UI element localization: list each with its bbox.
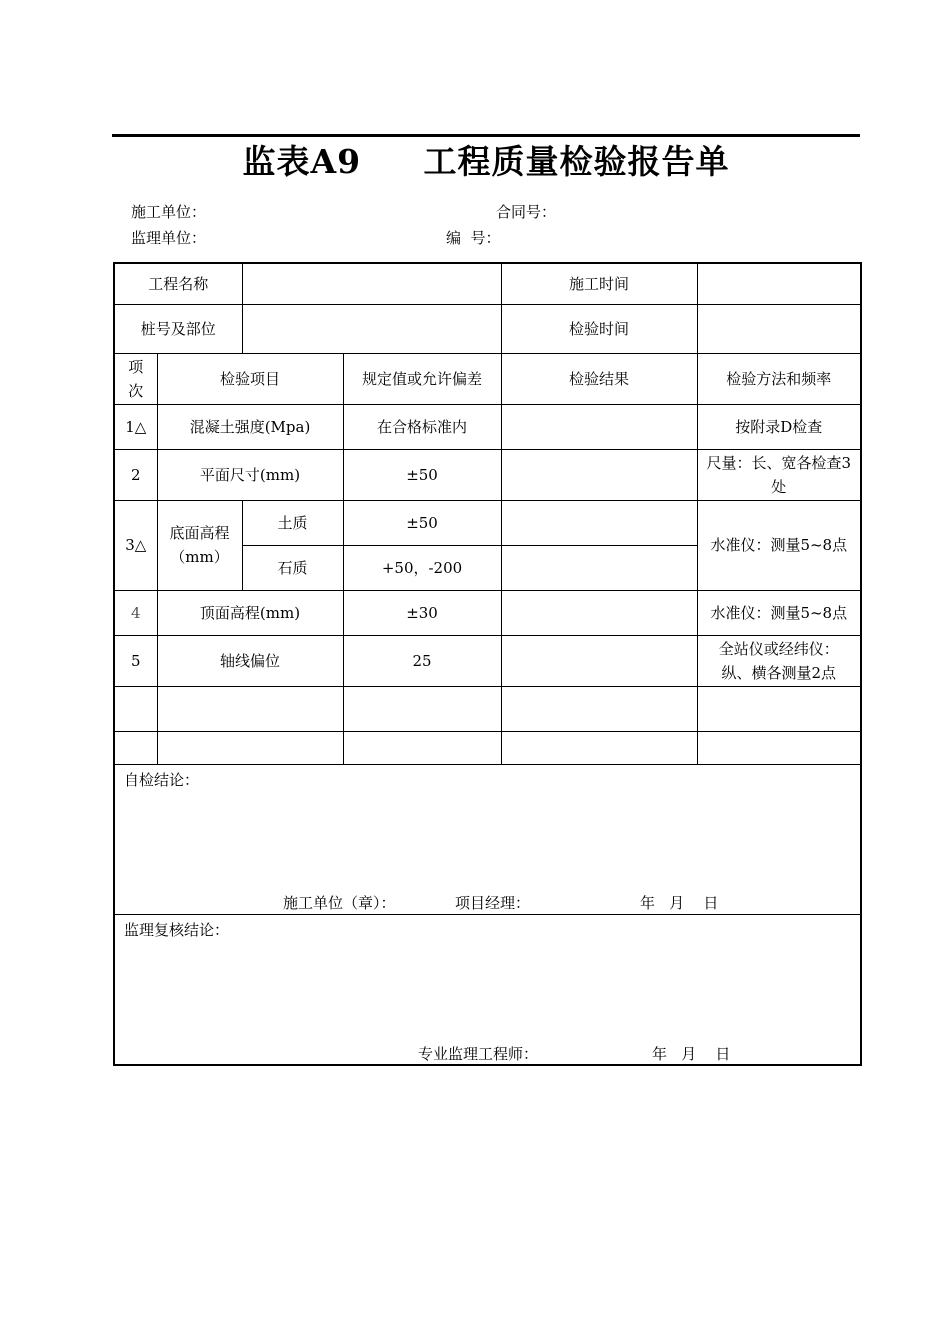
project-name-field[interactable]	[242, 263, 501, 304]
row4-item: 顶面高程(mm)	[157, 590, 343, 635]
table-row	[114, 500, 861, 545]
row4-seq: 4	[114, 590, 157, 635]
row3-method: 水准仪：测量5~8点	[697, 500, 861, 590]
engineer-label: 专业监理工程师：	[418, 1044, 539, 1063]
header-method: 检验方法和频率	[697, 353, 861, 404]
table-row	[114, 686, 861, 731]
inspection-time-label: 检验时间	[501, 304, 697, 353]
row4-result[interactable]	[501, 590, 697, 635]
blank-cell[interactable]	[697, 686, 861, 731]
serial-no-label: 编 号：	[446, 229, 501, 247]
row3-item: 底面高程（mm）	[157, 500, 242, 590]
supervision-row	[114, 914, 861, 1065]
supervision-label: 监理复核结论：	[124, 920, 230, 939]
row5-item: 轴线偏位	[157, 635, 343, 686]
row5-seq: 5	[114, 635, 157, 686]
self-check-row	[114, 764, 861, 914]
header-result: 检验结果	[501, 353, 697, 404]
table-row	[114, 449, 861, 500]
row1-seq: 1△	[114, 404, 157, 449]
blank-cell[interactable]	[157, 731, 343, 764]
row1-result[interactable]	[501, 404, 697, 449]
contractor-label: 施工单位：	[131, 203, 207, 221]
header-row	[114, 353, 861, 404]
contract-no-label: 合同号：	[496, 203, 557, 221]
row2-method: 尺量：长、宽各检查3处	[697, 449, 861, 500]
blank-cell[interactable]	[114, 731, 157, 764]
supervision-section[interactable]	[114, 914, 861, 1065]
pile-location-field[interactable]	[242, 304, 501, 353]
inspection-time-field[interactable]	[697, 304, 861, 353]
self-check-section[interactable]	[114, 764, 861, 914]
row2-spec: ±50	[343, 449, 501, 500]
table-row	[114, 590, 861, 635]
supervisor-label: 监理单位：	[131, 229, 207, 247]
pile-location-label: 桩号及部位	[114, 304, 242, 353]
row4-method: 水准仪：测量5~8点	[697, 590, 861, 635]
construction-time-label: 施工时间	[501, 263, 697, 304]
row3-sub1-name: 土质	[242, 500, 343, 545]
self-check-date: 年 月 日	[640, 893, 719, 912]
contractor-seal-label: 施工单位（章）：	[283, 893, 396, 912]
header-spec: 规定值或允许偏差	[343, 353, 501, 404]
inspection-form-table	[113, 262, 862, 1066]
row3-sub2-spec: +50，-200	[343, 545, 501, 590]
row1-item: 混凝土强度(Mpa)	[157, 404, 343, 449]
row3-seq: 3△	[114, 500, 157, 590]
row2-result[interactable]	[501, 449, 697, 500]
header-item: 检验项目	[157, 353, 343, 404]
title-rule	[112, 134, 860, 137]
table-row	[114, 635, 861, 686]
table-row	[114, 404, 861, 449]
page-title: 监表A9 工程质量检验报告单	[242, 142, 730, 181]
row3-sub2-name: 石质	[242, 545, 343, 590]
blank-cell[interactable]	[114, 686, 157, 731]
project-name-row	[114, 263, 861, 304]
blank-cell[interactable]	[157, 686, 343, 731]
blank-cell[interactable]	[501, 731, 697, 764]
row2-seq: 2	[114, 449, 157, 500]
construction-time-field[interactable]	[697, 263, 861, 304]
blank-cell[interactable]	[697, 731, 861, 764]
blank-cell[interactable]	[343, 686, 501, 731]
row3-sub1-result[interactable]	[501, 500, 697, 545]
row4-spec: ±30	[343, 590, 501, 635]
row3-sub2-result[interactable]	[501, 545, 697, 590]
table-row	[114, 731, 861, 764]
row3-sub1-spec: ±50	[343, 500, 501, 545]
row5-spec: 25	[343, 635, 501, 686]
project-manager-label: 项目经理：	[455, 893, 531, 912]
project-name-label: 工程名称	[114, 263, 242, 304]
row5-result[interactable]	[501, 635, 697, 686]
self-check-label: 自检结论：	[124, 770, 200, 789]
row1-spec: 在合格标准内	[343, 404, 501, 449]
blank-cell[interactable]	[501, 686, 697, 731]
pile-location-row	[114, 304, 861, 353]
row5-method: 全站仪或经纬仪：纵、横各测量2点	[697, 635, 861, 686]
row2-item: 平面尺寸(mm)	[157, 449, 343, 500]
supervision-date: 年 月 日	[652, 1044, 731, 1063]
header-seq: 项次	[114, 353, 157, 404]
row1-method: 按附录D检查	[697, 404, 861, 449]
blank-cell[interactable]	[343, 731, 501, 764]
